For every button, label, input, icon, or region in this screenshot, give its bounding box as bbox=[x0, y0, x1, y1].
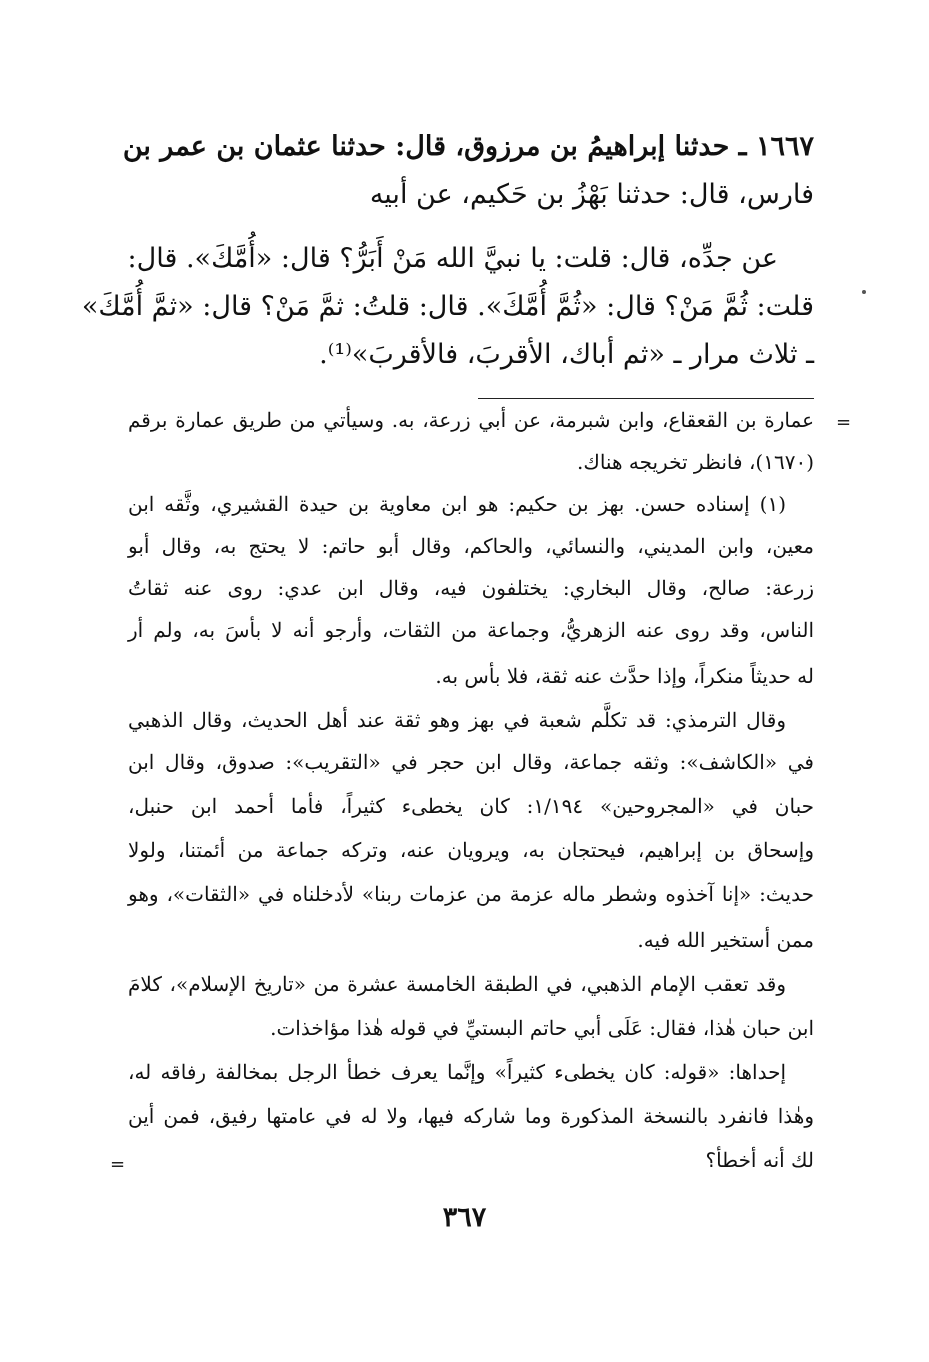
footnote-line-3: (١) إسناده حسن. بهز بن حكيم: هو ابن معاوية بن حيدة القشيري، وثَّقه ابن bbox=[128, 492, 786, 516]
footnote-line-15: ابن حبان هٰذا، فقال: عَلَى أبي حاتم البستيِّ في قوله هٰذا مؤاخذات. bbox=[270, 1016, 814, 1040]
footnote-line-10: حبان في «المجروحين» ١/١٩٤: كان يخطىء كثيراً، فأما أحمد ابن حنبل، bbox=[128, 794, 814, 818]
end-continuation-mark: = bbox=[110, 1154, 126, 1175]
footnote-line-11: وإسحاق بن إبراهيم، فيحتجان به، ويرويان عنه، وتركه جماعة من أئمتنا، ولولا bbox=[128, 838, 814, 862]
footnote-line-17: وهٰذا فانفرد بالنسخة المذكورة وما شاركه فيها، ولا له في عامتها رفيق، فمن أين bbox=[128, 1104, 814, 1128]
page-number: ٣٦٧ bbox=[442, 1202, 487, 1233]
footnote-line-9: في «الكاشف»: وثقه جماعة، وقال ابن حجر في «التقريب»: صدوق، وقال ابن bbox=[128, 750, 814, 774]
hadith-line-1: ١٦٦٧ ـ حدثنا إبراهيمُ بن مرزوق، قال: حدثنا عثمان بن عمر بن bbox=[122, 131, 814, 162]
footnote-line-18: لك أنه أخطأ؟ bbox=[705, 1148, 814, 1172]
footnote-line-8: وقال الترمذي: قد تكلَّم شعبة في بهز وهو ثقة عند أهل الحديث، وقال الذهبي bbox=[128, 708, 786, 732]
footnote-line-2: (١٦٧٠)، فانظر تخريجه هناك. bbox=[576, 450, 814, 474]
margin-mark bbox=[862, 290, 866, 294]
hadith-line-4: قلت: ثُمَّ مَنْ؟ قال: «ثُمَّ أُمَّكَ». قال: قلتُ: ثمَّ مَنْ؟ قال: «ثمَّ أُمَّكَ» bbox=[81, 291, 814, 322]
footnote-line-16: إحداها: «قوله: كان يخطىء كثيراً» وإنَّما يعرف خطأ الرجل بمخالفة رفاقه له، bbox=[128, 1060, 786, 1084]
footnote-line-14: وقد تعقب الإمام الذهبي، في الطبقة الخامسة عشرة من «تاريخ الإسلام»، كلامَ bbox=[128, 972, 786, 996]
hadith-line-2: فارس، قال: حدثنا بَهْزُ بن حَكيم، عن أبيه bbox=[369, 179, 814, 210]
footnote-line-4: معين، وابن المديني، والنسائي، والحاكم، وقال أبو حاتم: لا يحتج به، وقال أبو bbox=[128, 534, 814, 558]
footnote-line-1: عمارة بن القعقاع، وابن شبرمة، عن أبي زرعة، به. وسيأتي من طريق عمارة برقم bbox=[128, 408, 814, 432]
footnote-line-6: الناس، وقد روى عنه الزهريُّ، وجماعة من الثقات، وأرجو أنه لا بأسَ به، ولم أر bbox=[128, 618, 814, 642]
hadith-line-3: عن جدِّه، قال: قلت: يا نبيَّ الله مَنْ أَبَرُّ؟ قال: «أُمَّكَ». قال: bbox=[127, 243, 778, 274]
footnote-line-5: زرعة: صالح، وقال البخاري: يختلفون فيه، وقال ابن عدي: روى عنه ثقاتُ bbox=[128, 576, 814, 600]
footnote-line-12: حديث: «إنا آخذوه وشطر ماله عزمة من عزمات ربنا» لأدخلناه في «الثقات»، وهو bbox=[128, 882, 814, 906]
footnote-line-7: له حديثاً منكراً، وإذا حدَّث عنه ثقة، فلا بأس به. bbox=[435, 664, 814, 688]
continuation-mark: = bbox=[836, 412, 852, 433]
footnote-separator bbox=[478, 398, 814, 399]
hadith-line-5: ـ ثلاث مرار ـ «ثم أباك، الأقربَ، فالأقربَ»⁽¹⁾. bbox=[319, 339, 814, 370]
footnote-line-13: ممن أستخير الله فيه. bbox=[637, 928, 814, 952]
